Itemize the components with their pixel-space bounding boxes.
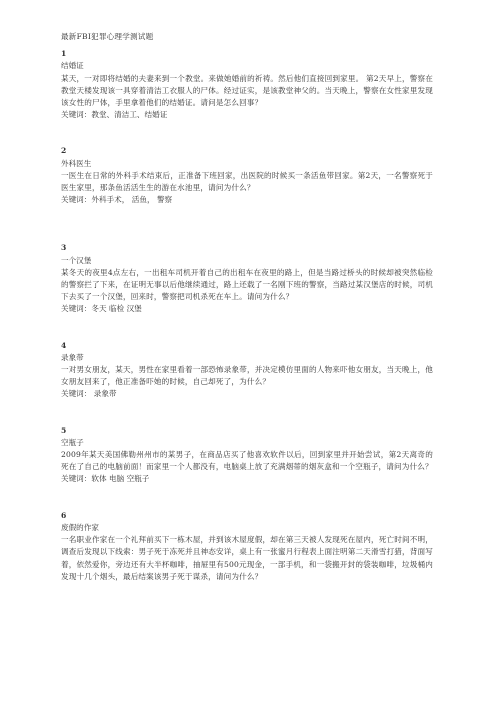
question-keywords: 关键词：教堂、清洁工、结婚证 <box>61 110 168 120</box>
question-number: 3 <box>61 243 67 253</box>
question-body: 一对男女朋友，某天，男性在家里看着一部恐怖录象带，并决定模仿里面的人物来吓他女朋友，当天晚上，他女朋友回来了，他正准备吓她的时候，自己却死了，为什么？ <box>61 365 433 387</box>
spacer <box>61 486 433 510</box>
document-title: 最新FBI犯罪心理学测试题 <box>61 32 154 41</box>
spacer <box>61 121 433 145</box>
question-5 <box>61 425 433 486</box>
question-body: 一名职业作家在一个礼拜前买下一栋木屋，并到该木屋度假，却在第三天被人发现死在屋内，死亡时间不明，调查后发现以下线索：男子死于冻死并且神态安详，桌上有一张蜜月行程表上面注明第二天滑雪打猎，背面写着，依然爱你，旁边还有大半杯咖啡，抽屉里有500元现金，一部手机，和一袋搬开封的袋装咖啡，垃圾桶内发现十几个烟头，最后结案该男子死于谋杀，请问为什么？ <box>61 535 433 581</box>
spacer <box>61 401 433 425</box>
question-number: 6 <box>61 510 67 520</box>
question-6 <box>61 510 433 583</box>
question-number: 4 <box>61 340 67 350</box>
question-keywords: 关键词：软体 电脑 空瓶子 <box>61 474 150 484</box>
question-number: 5 <box>61 425 67 435</box>
question-title: 废假的作家 <box>61 522 99 532</box>
document-page <box>61 31 433 583</box>
question-keywords: 关键词：外科手术， 活鱼， 警察 <box>61 195 173 205</box>
question-4 <box>61 340 433 401</box>
spacer <box>61 206 433 242</box>
question-keywords: 关键词： 录象带 <box>61 389 117 399</box>
question-title: 一个汉堡 <box>61 255 92 265</box>
question-body: 一医生在日常的外科手术结束后，正准备下班回家，出医院的时候买一条活鱼带回家。第2天，一名警察死于医生家里，那条鱼活活生生的游在水池里，请问为什么？ <box>61 170 433 193</box>
question-title: 结婚证 <box>61 61 84 71</box>
question-1 <box>61 48 433 121</box>
question-title: 空瓶子 <box>61 437 84 447</box>
question-body: 某天，一对即将结婚的夫妻来到一个教堂。来做她婚前的祈祷。然后他们直接回到家里。 第2天早上，警察在教堂天楼发现该一具穿着清洁工衣服人的尸体。经过证实，是该教堂神父的。当天晚上，警察在女性家里发现该女性的尸体，手里拿着他们的结婚证。请问是怎么回事？ <box>61 73 433 108</box>
question-keywords: 关键词：冬天 临检 汉堡 <box>61 304 142 314</box>
question-body: 某冬天的夜里4点左右，一出租车司机开着自己的出租车在夜里的路上，但是当路过桥头的时候却被突然临检的警察拦了下来，在证明无事以后他继续通过，路上还载了一名刚下班的警察，当路过某汉堡店的时候，司机下去买了一个汉堡，回来时，警察把司机杀死在车上。请问为什么？ <box>61 267 433 302</box>
question-title: 外科医生 <box>61 158 92 168</box>
question-title: 录象带 <box>61 352 84 362</box>
question-body: 2009年某天美国佛勒州州市的某男子，在商品店买了他喜欢软件以后，回到家里并开始尝试，第2天离奇的死在了自己的电脑前面！而家里一个人都没有，电脑桌上放了充满烟蒂的烟灰盒和一个空瓶子，请问为什么？ <box>61 450 433 472</box>
question-number: 2 <box>61 146 67 156</box>
question-number: 1 <box>61 49 67 59</box>
spacer <box>61 316 433 340</box>
question-2 <box>61 145 433 206</box>
question-3 <box>61 242 433 315</box>
